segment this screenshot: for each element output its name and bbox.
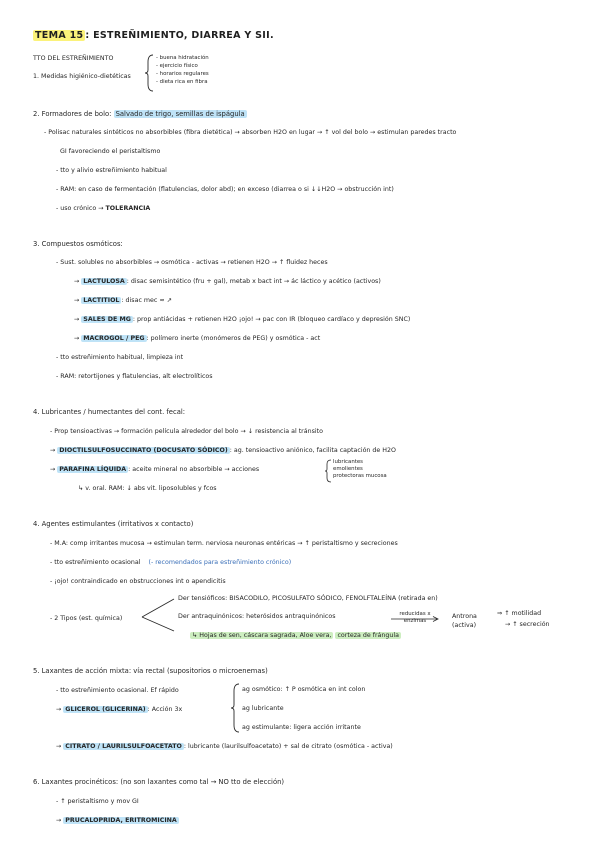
action-item: ag lubricante [242, 705, 284, 712]
effect-motility: ⇒ ↑ motilidad [497, 610, 542, 617]
arrow-icon [390, 616, 440, 622]
action-item: ag estimulante: ligera acción irritante [242, 724, 361, 731]
section-3-heading: 3. Compuestos osmóticos: [33, 240, 123, 248]
section-3-line: - tto estreñimiento habitual, limpieza int [56, 354, 184, 361]
section-7-heading: 6. Laxantes procinéticos: (no son laxantes como tal → NO tto de elección) [33, 778, 285, 786]
action-item: emolientes [333, 466, 363, 472]
section-2-line: - RAM: en caso de fermentación (flatulencias, dolor abd); en exceso (diarrea o si ↓↓H2O → obstrucción int) [56, 186, 394, 193]
section-4-item: → DIOCTILSULFOSUCCINATO (DOCUSATO SÓDICO) : ag. tensioactivo aniónico, facilita captación de H2O [50, 447, 396, 454]
section-5-note: (- recomendados para estreñimiento crónico) [148, 559, 292, 566]
section-3-item: → LACTITIOL : disac mec ≈ ↗ [74, 297, 172, 304]
section-2-examples: Salvado de trigo, semillas de ispágula [115, 110, 245, 118]
section-2-line: GI favoreciendo el peristaltismo [60, 148, 161, 155]
title-rest: : ESTREÑIMIENTO, DIARREA Y SII. [85, 30, 274, 41]
section-2-line [56, 204, 150, 213]
section-2-line: - Polisac naturales sintéticos no absorbibles (fibra dietética) → absorben H2O en lugar → ↑ vol del bolo → estimulan paredes tracto [44, 129, 457, 136]
drug-desc: : aceite mineral no absorbible → acciones [128, 466, 260, 473]
drug-name: LACTITIOL [83, 297, 120, 304]
action-item: protectoras mucosa [333, 473, 387, 479]
brace-icon [324, 459, 332, 483]
section-3-item: → SALES DE MG : prop antiácidas + retienen H2O ¡ojo! → pac con IR (bloqueo cardíaco y depresión SNC) [74, 316, 411, 323]
tolerance-label: TOLERANCIA [105, 205, 151, 212]
drug-desc: : disac semisintético (fru + gal), metab x bact int → ác láctico y acético (activos) [126, 278, 381, 285]
tto-item: - buena hidratación [156, 55, 209, 61]
section-5-heading: 4. Agentes estimulantes (irritativos x contacto) [33, 520, 194, 528]
drug-name: CITRATO / LAURILSULFOACETATO [65, 743, 182, 750]
tto-item: - horarios regulares [156, 71, 209, 77]
section-6-line: - tto estreñimiento ocasional. Ef rápido [56, 687, 179, 694]
section-6-item: → CITRATO / LAURILSULFOACETATO : lubricante (laurilsulfoacetato) + sal de citrato (osmótica - activa) [56, 743, 393, 750]
action-item: lubricantes [333, 459, 363, 465]
drug-desc: : prop antiácidas + retienen H2O ¡ojo! → pac con IR (bloqueo cardíaco y depresión SNC) [132, 316, 411, 323]
examples-line [190, 631, 401, 640]
section-5-text: - tto estreñimiento ocasional [50, 559, 141, 566]
drug-name: GLICEROL (GLICERINA) [65, 706, 146, 713]
drug-desc: : lubricante (laurilsulfoacetato) + sal de citrato (osmótica - activa) [183, 743, 393, 750]
anthrone-label: Antrona (activa) [452, 613, 477, 629]
effect-secretion: → ↑ secreción [505, 621, 550, 628]
section-7-item: → PRUCALOPRIDA, ERITROMICINA [56, 817, 177, 824]
section-5-line [50, 558, 291, 567]
section-2-title: 2. Formadores de bolo: [33, 110, 112, 118]
section-3-item: → MACROGOL / PEG : polímero inerte (monómeros de PEG) y osmótica - act [74, 335, 321, 342]
drug-name: SALES DE MG [83, 316, 131, 323]
brace-icon [230, 683, 240, 733]
drug-desc: : disac mec ≈ ↗ [121, 297, 172, 304]
reduction-note: reducidas x enzimas [399, 611, 431, 624]
section-2-text: - uso crónico → [56, 205, 104, 212]
drug-desc: : ag. tensioactivo aniónico, facilita captación de H2O [229, 447, 396, 454]
drug-desc: : polímero inerte (monómeros de PEG) y osmótica - act [146, 335, 321, 342]
section-4-heading: 4. Lubricantes / humectantes del cont. fecal: [33, 408, 186, 416]
plant-examples: ↳ Hojas de sen, cáscara sagrada, Aloe vera, [192, 632, 332, 639]
drug-name: PRUCALOPRIDA, ERITROMICINA [65, 817, 177, 824]
tto-subheading: 1. Medidas higiénico-dietéticas [33, 73, 131, 80]
drug-name: MACROGOL / PEG [83, 335, 145, 342]
section-6-heading: 5. Laxantes de acción mixta: vía rectal (supositorios o microenemas) [33, 667, 268, 675]
section-4-line: ↳ v. oral. RAM: ↓ abs vit. liposolubles y fcos [78, 485, 217, 492]
section-7-line: - ↑ peristaltismo y mov GI [56, 798, 139, 805]
section-3-line: - RAM: retortijones y flatulencias, alt electrolíticos [56, 373, 213, 380]
type-tensioactive: Der tensióficos: BISACODILO, PICOSULFATO SÓDICO, FENOLFTALEÍNA (retirada en) [178, 595, 438, 602]
section-5-line: - M.A: comp irritantes mucosa → estimulan term. nerviosa neuronas entéricas → ↑ peristaltismo y secreciones [50, 540, 398, 547]
section-3-item: → LACTULOSA : disac semisintético (fru + gal), metab x bact int → ác láctico y acético (activos) [74, 278, 381, 285]
plant-example-frangula: corteza de frángula [337, 632, 399, 639]
drug-name: DIOCTILSULFOSUCCINATO (DOCUSATO SÓDICO) [59, 447, 228, 454]
type-anthraquinone: Der antraquinónicos: heterósidos antraquinónicos [178, 613, 336, 620]
section-2-heading [33, 110, 247, 119]
section-4-line: - Prop tensioactivas → formación película alrededor del bolo → ↓ resistencia al tránsito [50, 428, 323, 435]
title-tag: TEMA 15 [35, 30, 84, 41]
section-6-item: → GLICEROL (GLICERINA) : Acción 3x [56, 706, 183, 713]
tto-heading: TTO DEL ESTREÑIMIENTO [33, 55, 114, 62]
drug-name: LACTULOSA [83, 278, 125, 285]
section-3-line: - Sust. solubles no absorbibles → osmótica - activas → retienen H2O → ↑ fluidez heces [56, 259, 328, 266]
section-5-types: - 2 Tipos (est. química) [50, 615, 123, 622]
page-title [33, 31, 274, 40]
branch-icon [140, 597, 176, 633]
action-item: ag osmótico: ↑ P osmótica en int colon [242, 686, 366, 693]
drug-name: PARAFINA LÍQUIDA [59, 466, 127, 473]
tto-item: - dieta rica en fibra [156, 79, 208, 85]
section-5-line: - ¡ojo! contraindicado en obstrucciones int o apendicitis [50, 578, 226, 585]
drug-desc: : Acción 3x [147, 706, 183, 713]
brace-icon [144, 54, 154, 92]
section-2-line: - tto y alivio estreñimiento habitual [56, 167, 167, 174]
section-4-item: → PARAFINA LÍQUIDA : aceite mineral no absorbible → acciones [50, 466, 260, 473]
tto-item: - ejercicio físico [156, 63, 198, 69]
